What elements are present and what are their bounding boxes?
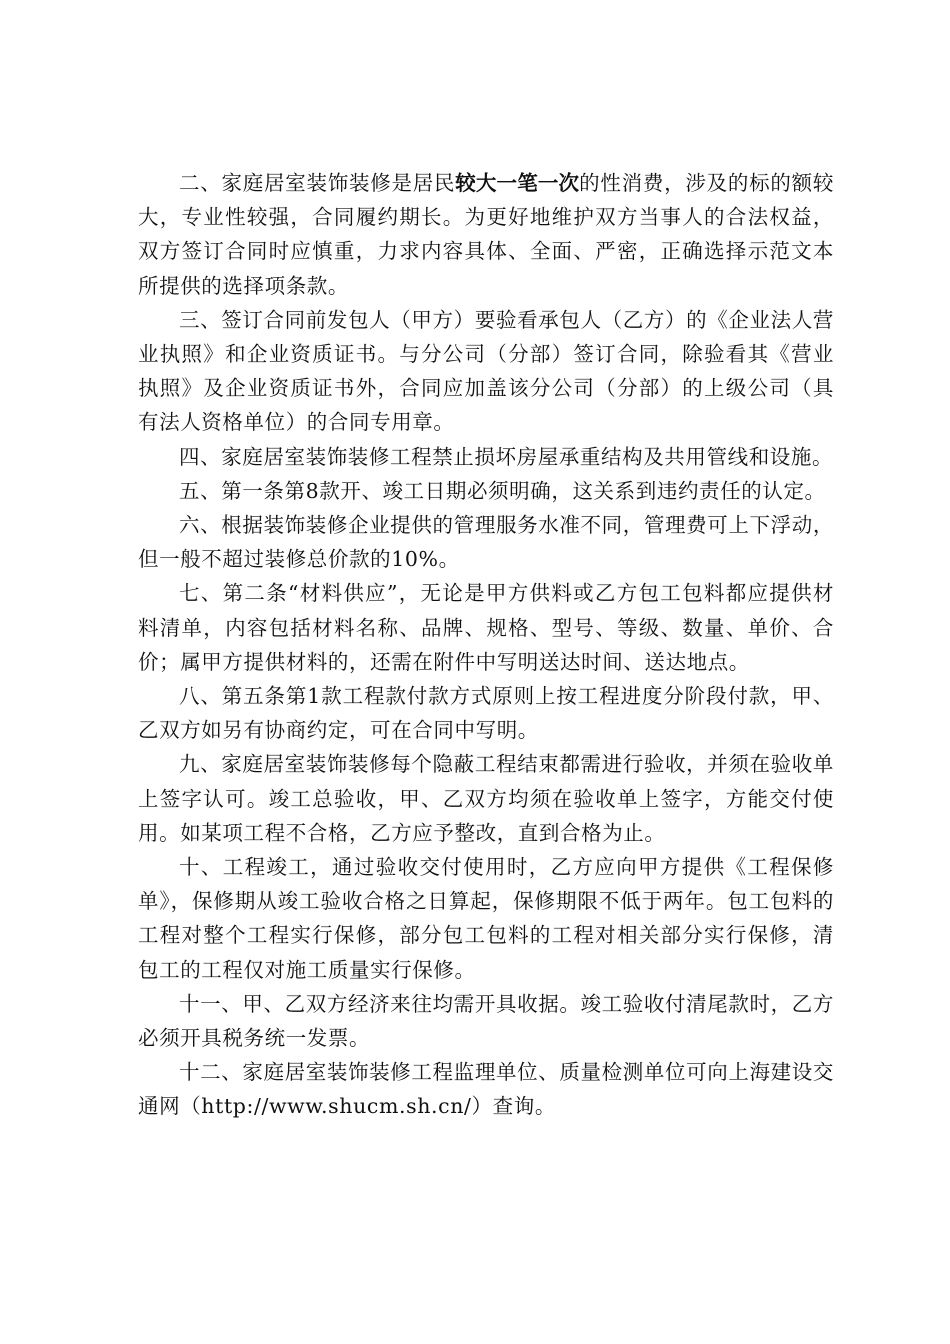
paragraph-10: 十、工程竣工，通过验收交付使用时，乙方应向甲方提供《工程保修单》，保修期从竣工验收合格之日算起，保修期限不低于两年。包工包料的工程对整个工程实行保修，部分包工包料的工程对相关部分实行保修，清包工的工程仅对施工质量实行保修。 [138,855,834,982]
document-body [138,166,834,1124]
paragraph-2 [138,166,834,303]
paragraph-7: 七、第二条“材料供应”，无论是甲方供料或乙方包工包料都应提供材料清单，内容包括材料名称、品牌、规格、型号、等级、数量、单价、合价；属甲方提供材料的，还需在附件中写明送达时间、送达地点。 [138,581,834,674]
paragraph-4: 四、家庭居室装饰装修工程禁止损坏房屋承重结构及共用管线和设施。 [179,444,834,469]
paragraph-3: 三、签订合同前发包人（甲方）要验看承包人（乙方）的《企业法人营业执照》和企业资质证书。与分公司（分部）签订合同，除验看其《营业执照》及企业资质证书外，合同应加盖该分公司（分部）的上级公司（具有法人资格单位）的合同专用章。 [138,307,834,435]
paragraph-6: 六、根据装饰装修企业提供的管理服务水准不同，管理费可上下浮动，但一般不超过装修总价款的10%。 [138,513,834,572]
paragraph-8: 八、第五条第1款工程款付款方式原则上按工程进度分阶段付款，甲、乙双方如另有协商约定，可在合同中写明。 [138,684,834,743]
paragraph-2-rest: 的性消费，涉及的标的额较大，专业性较强，合同履约期长。为更好地维护双方当事人的合法权益，双方签订合同时应慎重，力求内容具体、全面、严密，正确选择示范文本所提供的选择项条款。 [138,171,834,298]
paragraph-9: 九、家庭居室装饰装修每个隐蔽工程结束都需进行验收，并须在验收单上签字认可。竣工总验收，甲、乙双方均须在验收单上签字，方能交付使用。如某项工程不合格，乙方应予整改，直到合格为止。 [138,752,834,845]
paragraph-11: 十一、甲、乙双方经济来往均需开具收据。竣工验收付清尾款时，乙方必须开具税务统一发票。 [138,991,834,1051]
paragraph-2-lead: 二、家庭居室装饰装修是居民 [179,171,456,195]
paragraph-2-bold-phrase: 较大一笔一次 [455,171,580,195]
paragraph-5: 五、第一条第8款开、竣工日期必须明确，这关系到违约责任的认定。 [179,478,826,503]
paragraph-12: 十二、家庭居室装饰装修工程监理单位、质量检测单位可向上海建设交通网（http://www.shucm.sh.cn/）查询。 [138,1060,834,1119]
